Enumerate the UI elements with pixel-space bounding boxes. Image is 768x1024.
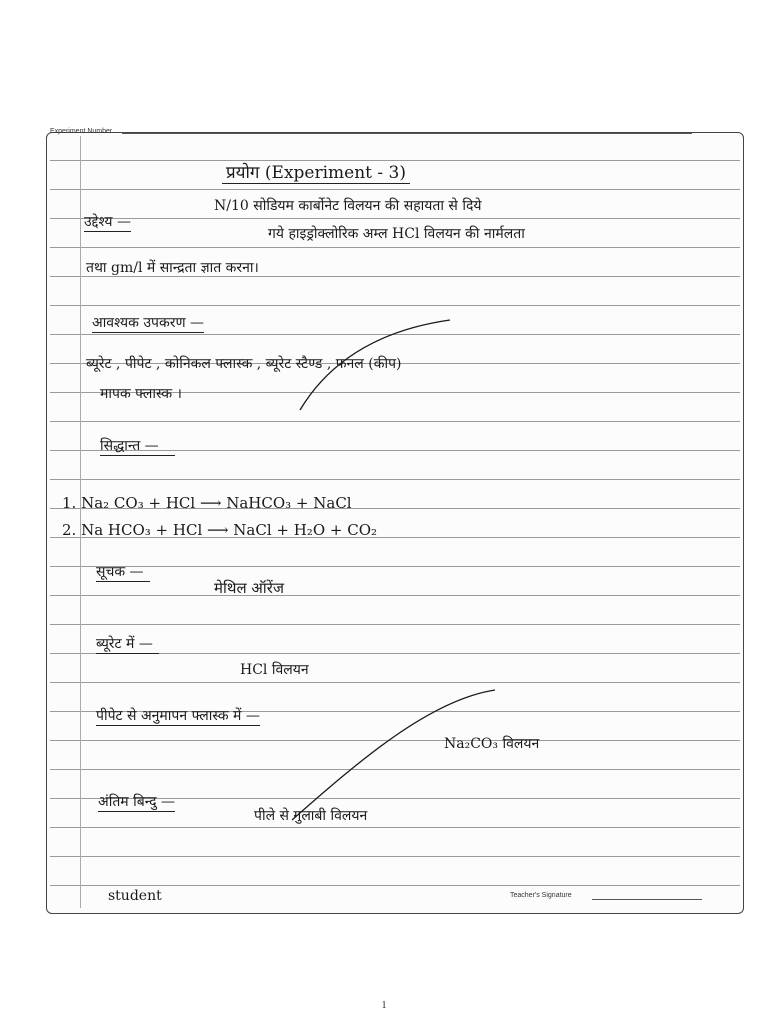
check-scribble (300, 320, 450, 410)
endpoint-value: पीले से गुलाबी विलयन (254, 808, 368, 824)
teacher-signature-label: Teacher's Signature (510, 892, 572, 899)
apparatus-line-2: मापक फ्लास्क । (100, 386, 182, 402)
reaction-2: 2. Na HCO₃ + HCl ⟶ NaCl + H₂O + CO₂ (62, 521, 378, 539)
experiment-number-label: Experiment Number (50, 128, 113, 135)
indicator-value: मेथिल ऑरेंज (214, 579, 284, 597)
objective-heading: उद्देश्य — (84, 214, 131, 230)
objective-line-3: तथा gm/l में सान्द्रता ज्ञात करना। (86, 260, 259, 276)
reaction-1: 1. Na₂ CO₃ + HCl ⟶ NaHCO₃ + NaCl (62, 494, 352, 512)
pipette-value: Na₂CO₃ विलयन (444, 736, 540, 752)
principle-heading: सिद्धान्त — (100, 436, 175, 456)
burette-heading: ब्यूरेट में — (96, 634, 159, 654)
objective-line-2: गये हाइड्रोक्लोरिक अम्ल HCl विलयन की नार्मलता (268, 226, 525, 242)
student-label: student (108, 888, 162, 904)
endpoint-heading: अंतिम बिन्दु — (98, 794, 175, 810)
check-scribble (292, 690, 495, 820)
objective-line-1: N/10 सोडियम कार्बोनेट विलयन की सहायता से दिये (214, 198, 482, 214)
indicator-heading: सूचक — (96, 562, 150, 582)
pipette-heading: पीपेट से अनुमापन फ्लास्क में — (96, 708, 260, 724)
apparatus-line-1: ब्यूरेट , पीपेट , कोनिकल फ्लास्क , ब्यूरेट स्टैण्ड , फनल (कीप) (86, 356, 402, 372)
page-title: प्रयोग (Experiment - 3) (222, 160, 410, 184)
page-number: 1 (381, 1000, 387, 1011)
apparatus-heading: आवश्यक उपकरण — (92, 315, 205, 331)
burette-value: HCl विलयन (240, 662, 309, 678)
